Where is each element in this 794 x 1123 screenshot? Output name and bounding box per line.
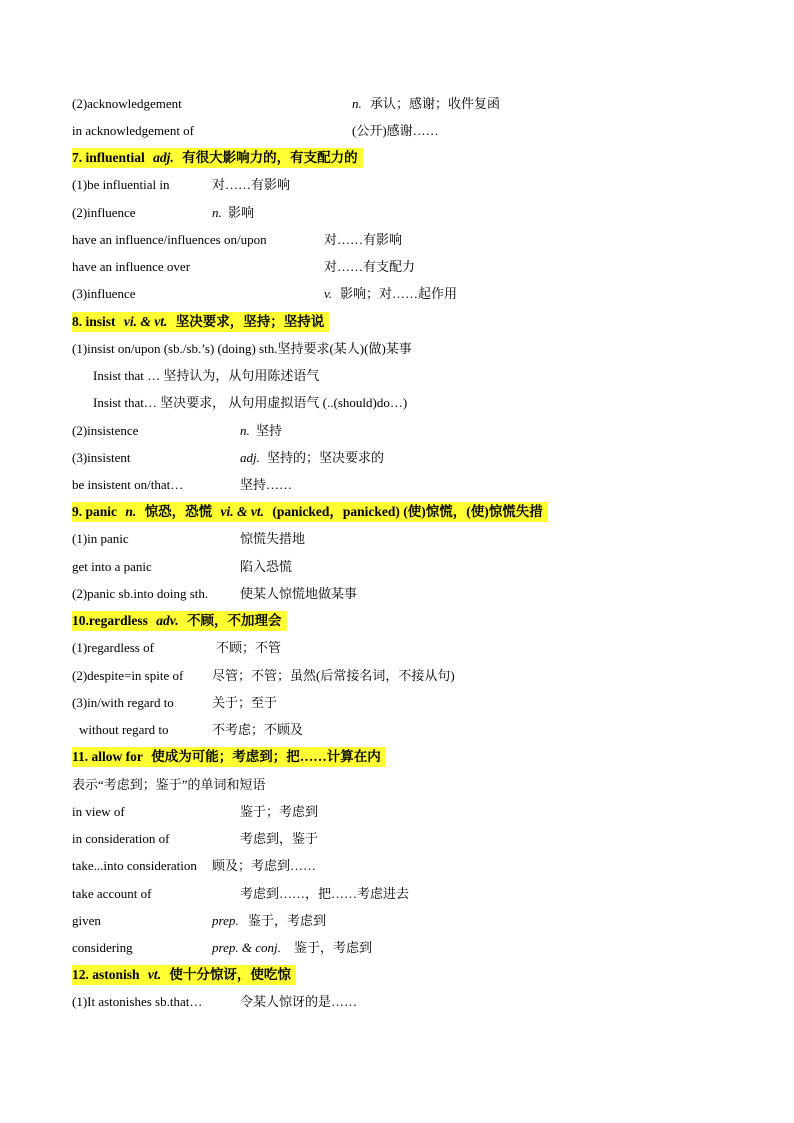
meaning: 对……有影响: [212, 177, 291, 192]
part-of-speech: n.: [125, 504, 137, 519]
meaning: 对……有支配力: [324, 259, 416, 274]
meaning: 坚决要求，坚持；坚持说: [175, 314, 325, 329]
meaning: 对……有影响: [324, 232, 403, 247]
phrase: in acknowledgement of: [72, 123, 195, 138]
meaning: 鉴于，考虑到: [294, 940, 373, 955]
meaning: 坚持的；坚决要求的: [267, 450, 385, 465]
meaning: 承认；感谢；收件复函: [370, 96, 501, 111]
meaning: 影响: [228, 205, 255, 220]
phrase: (3)in/with regard to: [72, 695, 174, 710]
phrase: (1)regardless of: [72, 640, 154, 655]
meaning: 鉴于，考虑到: [248, 913, 327, 928]
meaning: 鉴于；考虑到: [240, 804, 319, 819]
part-of-speech: prep. & conj.: [212, 940, 281, 955]
heading-11: [72, 747, 386, 767]
headword: 7. influential: [72, 150, 145, 165]
part-of-speech: n.: [352, 96, 362, 111]
part-of-speech: v.: [324, 286, 333, 301]
heading-7: [72, 148, 363, 168]
meaning: 有很大影响力的，有支配力的: [182, 150, 358, 165]
headword: 8. insist: [72, 314, 116, 329]
phrase: (2)influence: [72, 205, 136, 220]
phrase: Insist that … 坚持认为，从句用陈述语气: [93, 368, 320, 383]
part-of-speech: n.: [240, 423, 250, 438]
phrase: (3)insistent: [72, 450, 131, 465]
heading-10: [72, 611, 287, 631]
phrase: (1)in panic: [72, 531, 129, 546]
phrase: (2)despite=in spite of: [72, 668, 184, 683]
meaning: 陷入恐慌: [240, 559, 293, 574]
phrase: in consideration of: [72, 831, 170, 846]
meaning: 顾及；考虑到……: [212, 858, 317, 873]
phrase: take...into consideration: [72, 858, 197, 873]
meaning: 令某人惊讶的是……: [240, 994, 358, 1009]
part-of-speech: vi. & vt.: [220, 504, 265, 519]
meaning: 使某人惊慌地做某事: [240, 586, 358, 601]
heading-9: [72, 502, 548, 522]
meaning: 惊恐，恐慌: [144, 504, 213, 519]
headword: 11. allow for: [72, 749, 143, 764]
headword: 12. astonish: [72, 967, 140, 982]
part-of-speech: n.: [212, 205, 222, 220]
meaning: 坚持……: [240, 477, 293, 492]
part-of-speech: vi. & vt.: [123, 314, 168, 329]
phrase: 表示“考虑到；鉴于”的单词和短语: [72, 777, 266, 792]
phrase: have an influence over: [72, 259, 191, 274]
meaning: 考虑到……，把……考虑进去: [240, 886, 410, 901]
phrase: (1)It astonishes sb.that…: [72, 994, 203, 1009]
meaning: 坚持: [256, 423, 283, 438]
part-of-speech: adj.: [153, 150, 174, 165]
meaning: 考虑到，鉴于: [240, 831, 319, 846]
meaning: 不顾，不加理会: [187, 613, 282, 628]
headword: 10.regardless: [72, 613, 148, 628]
meaning: 关于；至于: [212, 695, 278, 710]
meaning: 惊慌失措地: [240, 531, 306, 546]
phrase: (3)influence: [72, 286, 136, 301]
part-of-speech: prep.: [212, 913, 239, 928]
meaning: 尽管；不管；虽然(后常接名词，不接从句): [212, 668, 455, 683]
phrase: Insist that… 坚决要求， 从句用虚拟语气 (..(should)do…): [93, 395, 408, 410]
headword: 9. panic: [72, 504, 118, 519]
meaning: (公开)感谢……: [352, 123, 439, 138]
phrase: get into a panic: [72, 559, 152, 574]
meaning: 不顾；不管: [216, 640, 282, 655]
phrase: (2)insistence: [72, 423, 139, 438]
phrase: take account of: [72, 886, 152, 901]
meaning: 使十分惊讶，使吃惊: [169, 967, 291, 982]
phrase: without regard to: [79, 722, 169, 737]
phrase: considering: [72, 940, 133, 955]
phrase: be insistent on/that…: [72, 477, 184, 492]
phrase: (1)be influential in: [72, 177, 170, 192]
phrase: given: [72, 913, 101, 928]
meaning: 使成为可能；考虑到；把……计算在内: [151, 749, 381, 764]
part-of-speech: adv.: [156, 613, 179, 628]
meaning: 不考虑；不顾及: [212, 722, 304, 737]
phrase: in view of: [72, 804, 125, 819]
meaning: (panicked，panicked) (使)惊慌，(使)惊慌失措: [272, 504, 543, 519]
phrase: (1)insist on/upon (sb./sb.’s) (doing) sth.坚持要求(某人)(做)某事: [72, 341, 412, 356]
heading-12: [72, 965, 296, 985]
phrase: (2)panic sb.into doing sth.: [72, 586, 209, 601]
meaning: 影响；对……起作用: [340, 286, 458, 301]
part-of-speech: vt.: [147, 967, 162, 982]
part-of-speech: adj.: [240, 450, 260, 465]
phrase: have an influence/influences on/upon: [72, 232, 267, 247]
heading-8: [72, 312, 329, 332]
phrase: (2)acknowledgement: [72, 96, 182, 111]
